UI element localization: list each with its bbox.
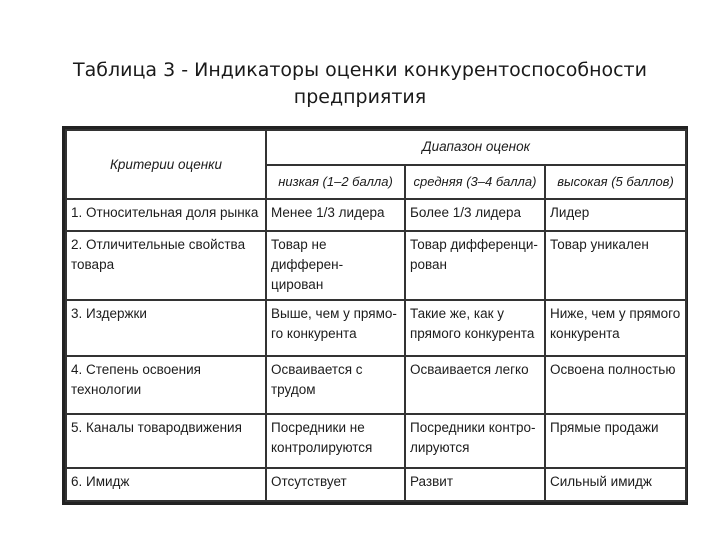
table-row — [66, 468, 686, 501]
criterion-cell: 6. Имидж — [66, 468, 266, 501]
medium-cell: Более 1/3 лидера — [405, 199, 545, 231]
document-title — [40, 57, 680, 111]
low-cell: Отсутствует — [266, 468, 405, 501]
high-cell: Прямые продажи — [545, 414, 686, 469]
high-cell: Освоена полностью — [545, 356, 686, 414]
criterion-cell: 3. Издержки — [66, 300, 266, 356]
low-cell: Товар не дифферен- цирован — [266, 231, 405, 300]
criterion-cell: 4. Степень освоения технологии — [66, 356, 266, 414]
criterion-cell: 2. Отличительные свойства товара — [66, 231, 266, 300]
low-cell: Осваивается с трудом — [266, 356, 405, 414]
high-cell: Лидер — [545, 199, 686, 231]
medium-cell: Такие же, как у прямого конкурента — [405, 300, 545, 356]
criterion-cell: 1. Относительная доля рынка — [66, 199, 266, 231]
table-row — [66, 199, 686, 231]
medium-cell: Осваивается легко — [405, 356, 545, 414]
high-cell: Ниже, чем у прямого конкурента — [545, 300, 686, 356]
low-cell: Посредники не контролируются — [266, 414, 405, 469]
table-row — [66, 356, 686, 414]
criterion-cell: 5. Каналы товародвижения — [66, 414, 266, 469]
criteria-header: Критерии оценки — [66, 130, 266, 199]
subheader-high: высокая (5 баллов) — [545, 165, 686, 200]
low-cell: Менее 1/3 лидера — [266, 199, 405, 231]
title-line-2: предприятия — [293, 86, 427, 108]
subheader-medium: средняя (3–4 балла) — [405, 165, 545, 200]
range-header: Диапазон оценок — [266, 130, 686, 165]
table-row — [66, 231, 686, 300]
indicators-table-frame — [62, 126, 688, 505]
table-header-row — [66, 130, 686, 165]
low-cell: Выше, чем у прямо- го конкурента — [266, 300, 405, 356]
medium-cell: Посредники контро- лируются — [405, 414, 545, 469]
high-cell: Сильный имидж — [545, 468, 686, 501]
table-row — [66, 414, 686, 469]
high-cell: Товар уникален — [545, 231, 686, 300]
table-row — [66, 300, 686, 356]
medium-cell: Товар дифференци- рован — [405, 231, 545, 300]
title-line-1: Таблица 3 - Индикаторы оценки конкурентоспособности — [73, 59, 647, 81]
indicators-table — [65, 129, 687, 502]
medium-cell: Развит — [405, 468, 545, 501]
subheader-low: низкая (1–2 балла) — [266, 165, 405, 200]
